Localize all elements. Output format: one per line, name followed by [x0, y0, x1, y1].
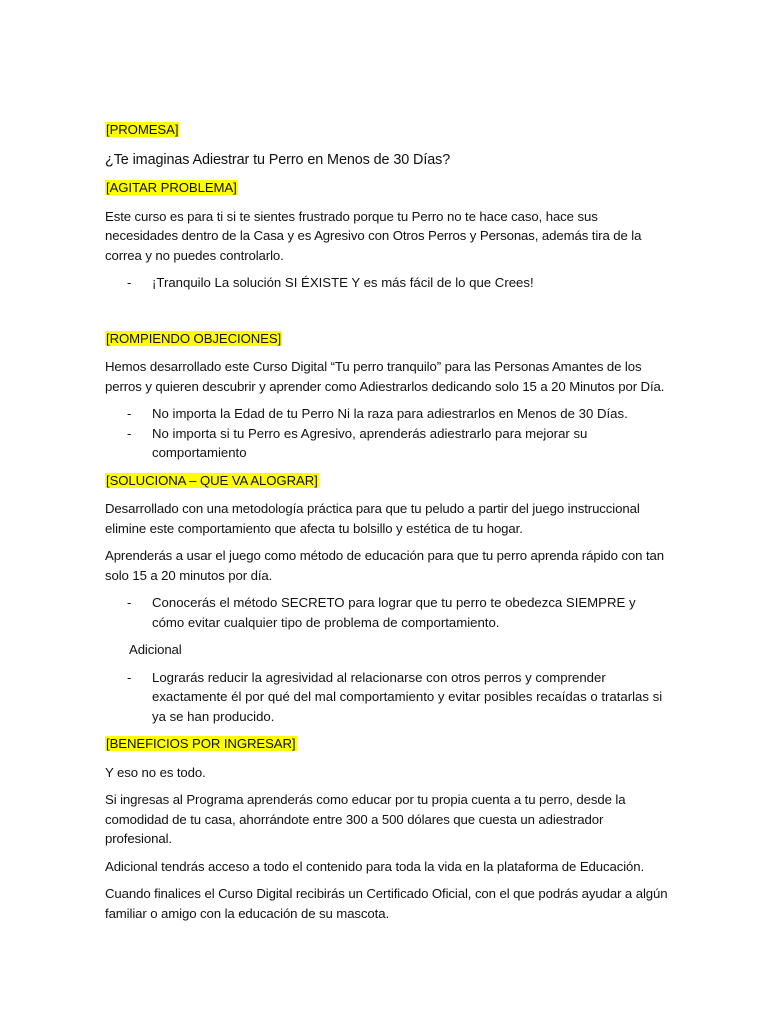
- objeciones-paragraph: Hemos desarrollado este Curso Digital “Tu perro tranquilo” para las Personas Amantes de los perros y quieren descubrir y aprender como Adiestrarlos dedicando solo 15 a 20 Minutos por Día.: [105, 359, 665, 394]
- agitar-paragraph: Este curso es para ti si te sientes frustrado porque tu Perro no te hace caso, hace sus necesidades dentro de la Casa y es Agresivo con Otros Perros y Personas, además tira de la correa y no puedes controlarlo.: [105, 208, 642, 263]
- soluciona-bullet-2: - Lograrás reducir la agresividad al relacionarse con otros perros y comprender exactamente él por qué del mal comportamiento y evitar posibles recaídas o tratarlas si ya se han producido.: [127, 669, 663, 724]
- beneficios-paragraph-2: Si ingresas al Programa aprenderás como educar por tu propia cuenta a tu perro, desde la comodidad de tu casa, ahorrándote entre 300 a 500 dólares que cuesta un adiestrador profesional.: [105, 792, 626, 846]
- soluciona-paragraph-2: Aprenderás a usar el juego como método de educación para que tu perro aprenda rápido con tan solo 15 a 20 minutos por día.: [105, 548, 664, 583]
- agitar-bullet: - ¡Tranquilo La solución SI ÉXISTE Y es más fácil de lo que Crees!: [127, 275, 534, 290]
- soluciona-adicional: Adicional: [129, 642, 182, 657]
- objeciones-bullet-1: - No importa la Edad de tu Perro Ni la raza para adiestrarlos en Menos de 30 Días.: [127, 406, 628, 421]
- section-heading-soluciona: [SOLUCIONA – QUE VA ALOGRAR]: [106, 472, 318, 488]
- beneficios-paragraph-4: Cuando finalices el Curso Digital recibirás un Certificado Oficial, con el que podrás ayudar a algún familiar o amigo con la educación de su mascota.: [105, 886, 668, 921]
- section-heading-beneficios: [BENEFICIOS POR INGRESAR]: [106, 736, 296, 751]
- objeciones-bullet-2: - No importa si tu Perro es Agresivo, aprenderás adiestrarlo para mejorar su comportamiento: [127, 425, 588, 460]
- section-heading-objeciones: [ROMPIENDO OBJECIONES]: [106, 330, 282, 346]
- beneficios-paragraph-1: Y eso no es todo.: [105, 764, 206, 780]
- promesa-text: ¿Te imaginas Adiestrar tu Perro en Menos de 30 Días?: [105, 151, 451, 168]
- soluciona-bullet-1: - Conocerás el método SECRETO para lograr que tu perro te obedezca SIEMPRE y cómo evitar cualquier tipo de problema de comportamiento.: [127, 595, 636, 630]
- section-heading-agitar: [AGITAR PROBLEMA]: [106, 180, 237, 195]
- soluciona-paragraph-1: Desarrollado con una metodología práctica para que tu peludo a partir del juego instruccional elimine este comportamiento que afecta tu bolsillo y estética de tu hogar.: [105, 501, 640, 536]
- beneficios-paragraph-3: Adicional tendrás acceso a todo el contenido para toda la vida en la plataforma de Educación.: [105, 858, 645, 874]
- section-heading-promesa: [PROMESA]: [106, 122, 179, 137]
